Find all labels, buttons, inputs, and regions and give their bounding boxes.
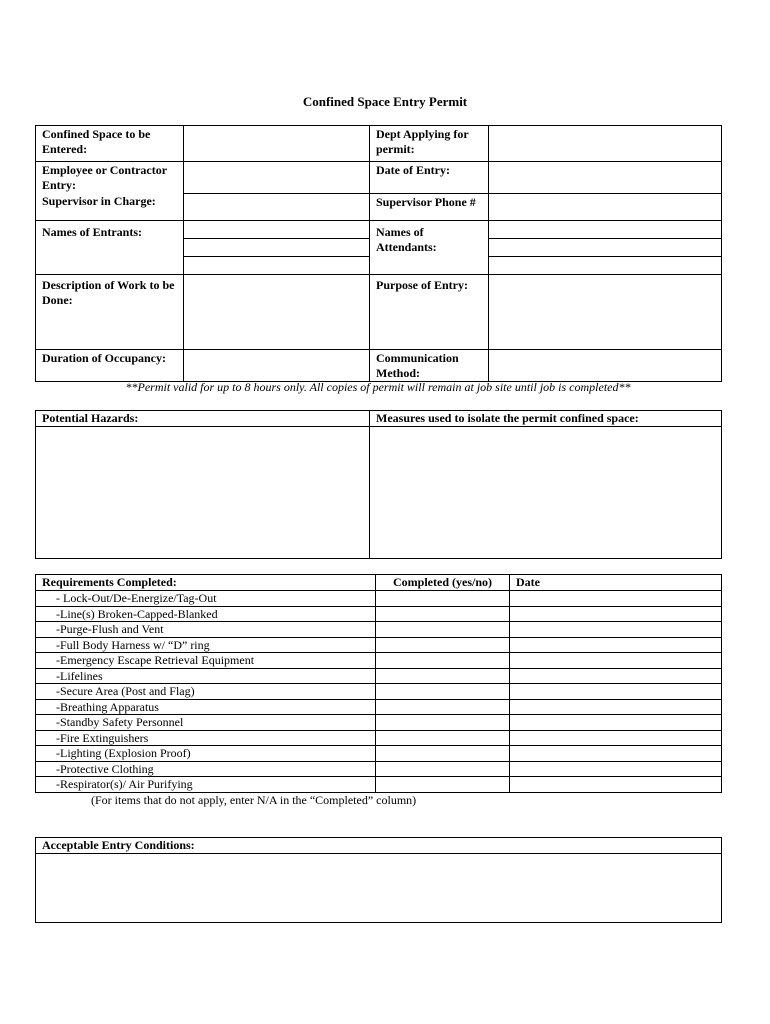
entrant-input-1[interactable] (184, 220, 370, 238)
measures-input[interactable] (370, 427, 722, 559)
requirement-completed-input[interactable] (376, 715, 510, 731)
requirement-completed-input[interactable] (376, 699, 510, 715)
requirement-item-label: -Lifelines (36, 668, 376, 684)
date-label: Date of Entry: (370, 162, 489, 194)
attendant-input-2[interactable] (489, 238, 722, 256)
requirement-completed-input[interactable] (376, 653, 510, 669)
entrant-input-3[interactable] (184, 256, 370, 274)
date-input[interactable] (489, 162, 722, 194)
requirement-item-label: -Emergency Escape Retrieval Equipment (36, 653, 376, 669)
dept-input[interactable] (489, 126, 722, 162)
requirement-item-label: -Full Body Harness w/ “D” ring (36, 637, 376, 653)
attendant-input-1[interactable] (489, 220, 722, 238)
requirement-completed-input[interactable] (376, 746, 510, 762)
duration-label: Duration of Occupancy: (36, 349, 184, 381)
requirement-date-input[interactable] (510, 668, 722, 684)
requirement-row (36, 715, 722, 731)
page-title: Confined Space Entry Permit (302, 94, 468, 109)
employee-label: Employee or Contractor Entry: (36, 162, 184, 194)
supervisor-phone-input[interactable] (489, 193, 722, 220)
requirement-completed-input[interactable] (376, 684, 510, 700)
requirement-row (36, 668, 722, 684)
acceptable-conditions-label: Acceptable Entry Conditions: (36, 838, 722, 854)
communication-input[interactable] (489, 349, 722, 381)
requirement-item-label: -Standby Safety Personnel (36, 715, 376, 731)
requirement-item-label: -Protective Clothing (36, 761, 376, 777)
acceptable-conditions-input[interactable] (36, 854, 722, 923)
requirement-completed-input[interactable] (376, 591, 510, 607)
hazards-table (35, 410, 722, 559)
requirement-completed-input[interactable] (376, 761, 510, 777)
permit-info-table (35, 125, 722, 382)
communication-label: Communication Method: (370, 349, 489, 381)
supervisor-input[interactable] (184, 193, 370, 220)
entrants-label: Names of Entrants: (36, 220, 184, 274)
requirement-item-label: -Fire Extinguishers (36, 730, 376, 746)
requirement-row (36, 699, 722, 715)
requirement-item-label: -Secure Area (Post and Flag) (36, 684, 376, 700)
requirement-date-input[interactable] (510, 591, 722, 607)
requirement-row (36, 684, 722, 700)
requirement-date-input[interactable] (510, 746, 722, 762)
completed-header: Completed (yes/no) (376, 575, 510, 591)
na-note: (For items that do not apply, enter N/A in the “Completed” column) (91, 793, 417, 807)
requirement-completed-input[interactable] (376, 668, 510, 684)
attendants-label: Names of Attendants: (370, 220, 489, 274)
acceptable-conditions-table (35, 837, 722, 923)
space-label: Confined Space to be Entered: (36, 126, 184, 162)
requirement-completed-input[interactable] (376, 777, 510, 793)
requirement-date-input[interactable] (510, 699, 722, 715)
requirement-item-label: -Lighting (Explosion Proof) (36, 746, 376, 762)
requirement-completed-input[interactable] (376, 637, 510, 653)
description-label: Description of Work to be Done: (36, 274, 184, 349)
requirement-item-label: -Breathing Apparatus (36, 699, 376, 715)
requirement-row (36, 637, 722, 653)
purpose-label: Purpose of Entry: (370, 274, 489, 349)
dept-label: Dept Applying for permit: (370, 126, 489, 162)
requirements-header: Requirements Completed: (36, 575, 376, 591)
requirements-table (35, 574, 722, 793)
requirement-date-input[interactable] (510, 715, 722, 731)
requirement-completed-input[interactable] (376, 730, 510, 746)
requirement-item-label: - Lock-Out/De-Energize/Tag-Out (36, 591, 376, 607)
requirement-completed-input[interactable] (376, 606, 510, 622)
requirement-item-label: -Purge-Flush and Vent (36, 622, 376, 638)
requirement-row (36, 622, 722, 638)
requirement-completed-input[interactable] (376, 622, 510, 638)
requirement-date-input[interactable] (510, 653, 722, 669)
requirement-row (36, 606, 722, 622)
requirement-row (36, 761, 722, 777)
description-input[interactable] (184, 274, 370, 349)
measures-label: Measures used to isolate the permit confined space: (370, 411, 722, 427)
requirement-row (36, 653, 722, 669)
requirement-item-label: -Respirator(s)/ Air Purifying (36, 777, 376, 793)
duration-input[interactable] (184, 349, 370, 381)
entrant-input-2[interactable] (184, 238, 370, 256)
requirement-date-input[interactable] (510, 622, 722, 638)
requirement-item-label: -Line(s) Broken-Capped-Blanked (36, 606, 376, 622)
employee-input[interactable] (184, 162, 370, 194)
requirement-date-input[interactable] (510, 684, 722, 700)
purpose-input[interactable] (489, 274, 722, 349)
requirement-date-input[interactable] (510, 777, 722, 793)
requirement-date-input[interactable] (510, 730, 722, 746)
requirement-date-input[interactable] (510, 606, 722, 622)
supervisor-phone-label: Supervisor Phone # (370, 193, 489, 220)
potential-hazards-input[interactable] (36, 427, 370, 559)
supervisor-label: Supervisor in Charge: (36, 193, 184, 220)
potential-hazards-label: Potential Hazards: (36, 411, 370, 427)
requirement-date-input[interactable] (510, 637, 722, 653)
space-input[interactable] (184, 126, 370, 162)
requirement-row (36, 591, 722, 607)
requirement-row (36, 746, 722, 762)
date-header: Date (510, 575, 722, 591)
requirement-date-input[interactable] (510, 761, 722, 777)
attendant-input-3[interactable] (489, 256, 722, 274)
requirement-row (36, 730, 722, 746)
requirement-row (36, 777, 722, 793)
validity-note: **Permit valid for up to 8 hours only. All copies of permit will remain at job site until job is completed** (125, 380, 631, 394)
